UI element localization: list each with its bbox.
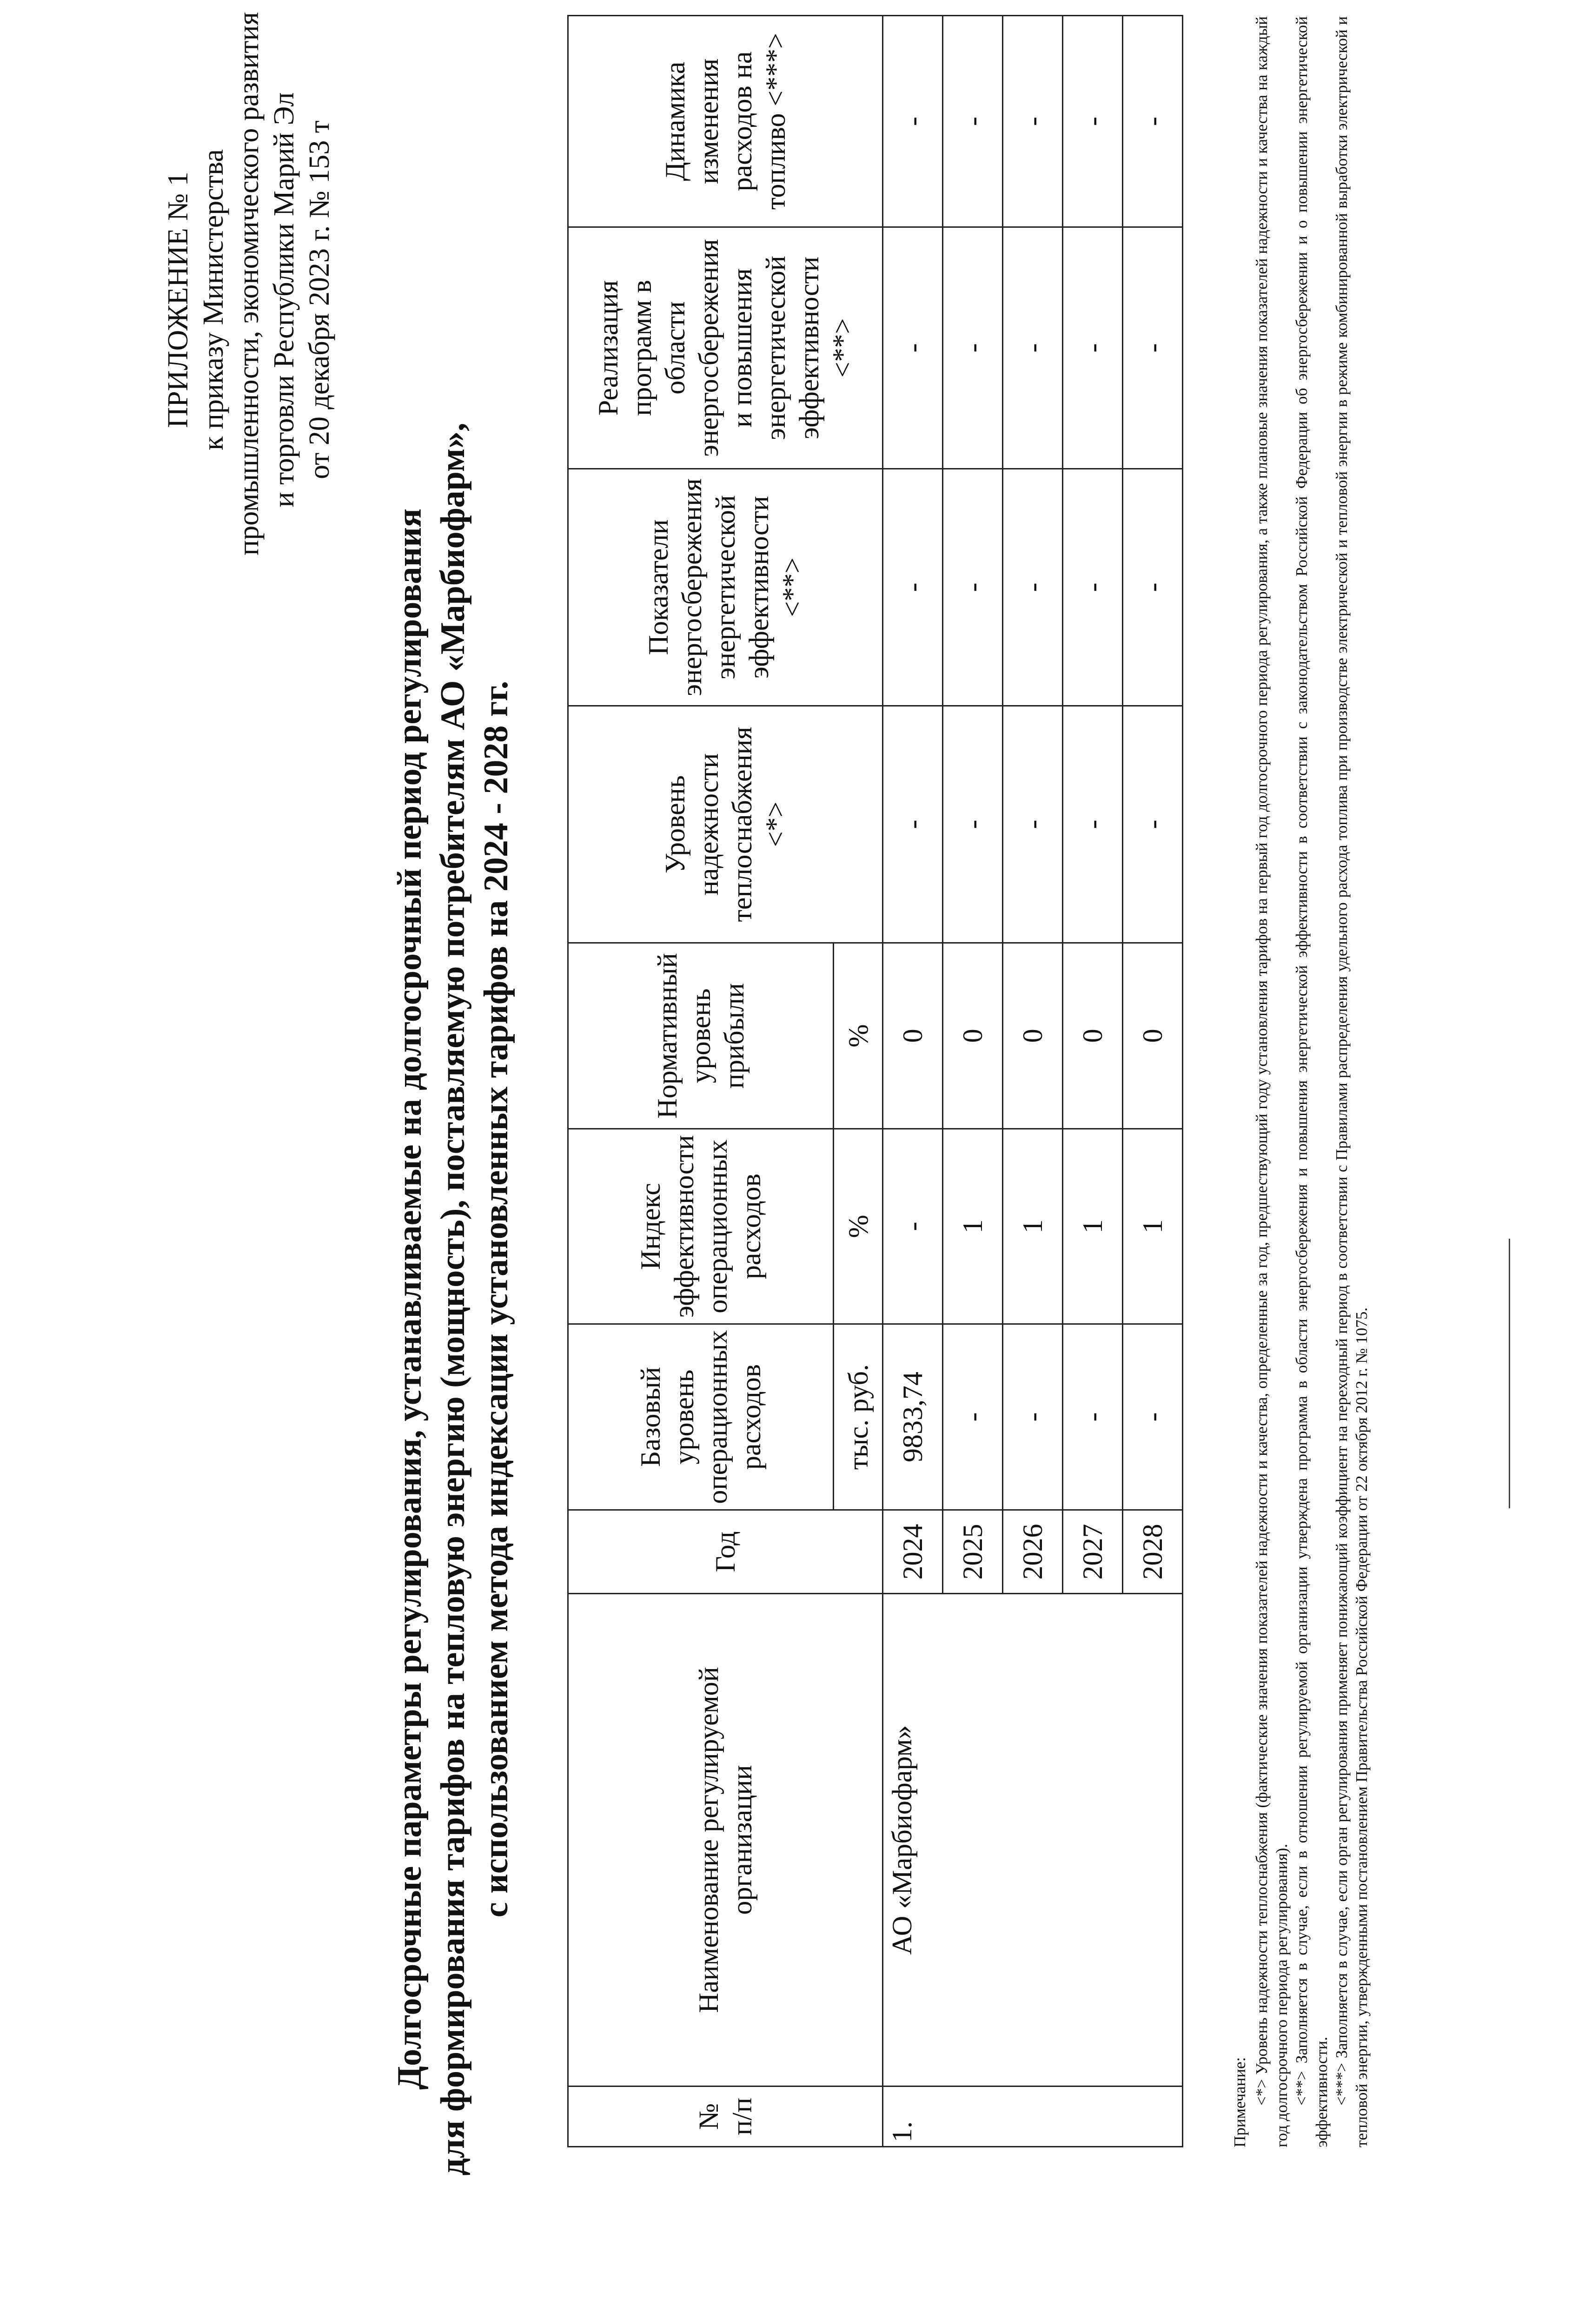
header-efficiency-index: Индекс эффективности операционных расходов xyxy=(568,1129,834,1324)
cell-year: 2026 xyxy=(1003,1510,1063,1594)
cell-energy-indicators: - xyxy=(883,469,943,706)
cell-reliability: - xyxy=(1063,706,1123,943)
cell-profit-level: 0 xyxy=(1003,943,1063,1129)
title-line: для формирования тарифов на тепловую энергию (мощность), поставляемую потребителям АО «Марбиофарм», xyxy=(434,423,472,2176)
cell-profit-level: 0 xyxy=(883,943,943,1129)
cell-base-opex: - xyxy=(1123,1324,1183,1510)
appendix-header xyxy=(160,12,337,555)
cell-efficiency-index: 1 xyxy=(1123,1129,1183,1324)
header-energy-indicators: Показатели энергосбережения энергетической эффективности <**> xyxy=(568,469,883,706)
cell-energy-programs: - xyxy=(1063,227,1123,469)
cell-energy-programs: - xyxy=(1003,227,1063,469)
cell-reliability: - xyxy=(943,706,1003,943)
footnote: <*> Уровень надежности теплоснабжения (фактические значения показателей надежности и качества, определенные за год, предшествующий году установления тарифов на первый год долгосрочного периода регулирования, а также плановые значения показателей надежности и качества на каждый год долгосрочного периода регулирования). xyxy=(1253,16,1291,2147)
title-line: Долгосрочные параметры регулирования, устанавливаемые на долгосрочный период регулирования xyxy=(391,508,429,2090)
cell-profit-level: 0 xyxy=(1063,943,1123,1129)
header-energy-programs: Реализация программ в области энергосбережения и повышения энергетической эффективности <**> xyxy=(568,227,883,469)
cell-energy-indicators: - xyxy=(943,469,1003,706)
cell-base-opex: 9833,74 xyxy=(883,1324,943,1510)
cell-fuel-dynamics: - xyxy=(1123,16,1183,227)
header-base-opex: Базовый уровень операционных расходов xyxy=(568,1324,834,1510)
cell-efficiency-index: 1 xyxy=(943,1129,1003,1324)
cell-base-opex: - xyxy=(1063,1324,1123,1510)
cell-energy-programs: - xyxy=(1123,227,1183,469)
header-organization: Наименование регулируемой организации xyxy=(568,1594,883,2086)
cell-base-opex: - xyxy=(1003,1324,1063,1510)
cell-energy-indicators: - xyxy=(1003,469,1063,706)
cell-year: 2028 xyxy=(1123,1510,1183,1594)
cell-energy-programs: - xyxy=(883,227,943,469)
document-title xyxy=(388,225,518,2324)
cell-profit-level: 0 xyxy=(1123,943,1183,1129)
appendix-line: к приказу Министерства xyxy=(198,149,229,450)
footnote: <***> Заполняется в случае, если орган регулирования применяет понижающий коэффициент на переходный период в соответствии с Правилами распределения удельного расхода топлива при производстве электрической и тепловой энергии в режиме комбинированной выработки электрической и тепловой энергии, утвержденными постановлением Правительства Российской Федерации от 22 октября 2012 г. № 1075. xyxy=(1333,16,1371,2147)
header-profit-level: Нормативный уровень прибыли xyxy=(568,943,834,1129)
cell-year: 2025 xyxy=(943,1510,1003,1594)
cell-efficiency-index: - xyxy=(883,1129,943,1324)
cell-fuel-dynamics: - xyxy=(943,16,1003,227)
cell-reliability: - xyxy=(883,706,943,943)
title-line: с использованием метода индексации установленных тарифов на 2024 - 2028 гг. xyxy=(477,680,515,1918)
cell-fuel-dynamics: - xyxy=(1003,16,1063,227)
cell-efficiency-index: 1 xyxy=(1063,1129,1123,1324)
separator-line xyxy=(1509,1239,1510,1508)
header-num: № п/п xyxy=(568,2086,883,2147)
appendix-line: от 20 декабря 2023 г. № 153 т xyxy=(304,120,335,479)
appendix-line: и торговли Республики Марий Эл xyxy=(268,92,300,508)
cell-reliability: - xyxy=(1123,706,1183,943)
row-organization: АО «Марбиофарм» xyxy=(883,1594,1183,2086)
cell-fuel-dynamics: - xyxy=(883,16,943,227)
cell-energy-indicators: - xyxy=(1063,469,1123,706)
notes-heading: Примечание: xyxy=(1231,2057,1249,2147)
cell-efficiency-index: 1 xyxy=(1003,1129,1063,1324)
cell-energy-indicators: - xyxy=(1123,469,1183,706)
cell-year: 2024 xyxy=(883,1510,943,1594)
footnotes xyxy=(1230,16,1372,2147)
cell-profit-level: 0 xyxy=(943,943,1003,1129)
row-num: 1. xyxy=(883,2086,1183,2147)
appendix-line: промышленности, экономического развития xyxy=(233,12,265,555)
cell-base-opex: - xyxy=(943,1324,1003,1510)
cell-energy-programs: - xyxy=(943,227,1003,469)
footnote: <**> Заполняется в случае, если в отношении регулируемой организации утверждена программа в области энергосбережения и повышения энергетической эффективности в соответствии с законодательством Российской Федерации об энергосбережении и о повышении энергетической эффективности. xyxy=(1293,16,1331,2147)
header-fuel-dynamics: Динамика изменения расходов на топливо <***> xyxy=(568,16,883,227)
appendix-line: ПРИЛОЖЕНИЕ № 1 xyxy=(162,172,194,428)
unit-efficiency-index: % xyxy=(834,1129,883,1324)
unit-profit-level: % xyxy=(834,943,883,1129)
header-year: Год xyxy=(568,1510,883,1594)
header-reliability: Уровень надежности теплоснабжения <*> xyxy=(568,706,883,943)
unit-base-opex: тыс. руб. xyxy=(834,1324,883,1510)
cell-reliability: - xyxy=(1003,706,1063,943)
table-row xyxy=(883,16,943,2147)
cell-fuel-dynamics: - xyxy=(1063,16,1123,227)
cell-year: 2027 xyxy=(1063,1510,1123,1594)
parameters-table xyxy=(567,15,1183,2147)
